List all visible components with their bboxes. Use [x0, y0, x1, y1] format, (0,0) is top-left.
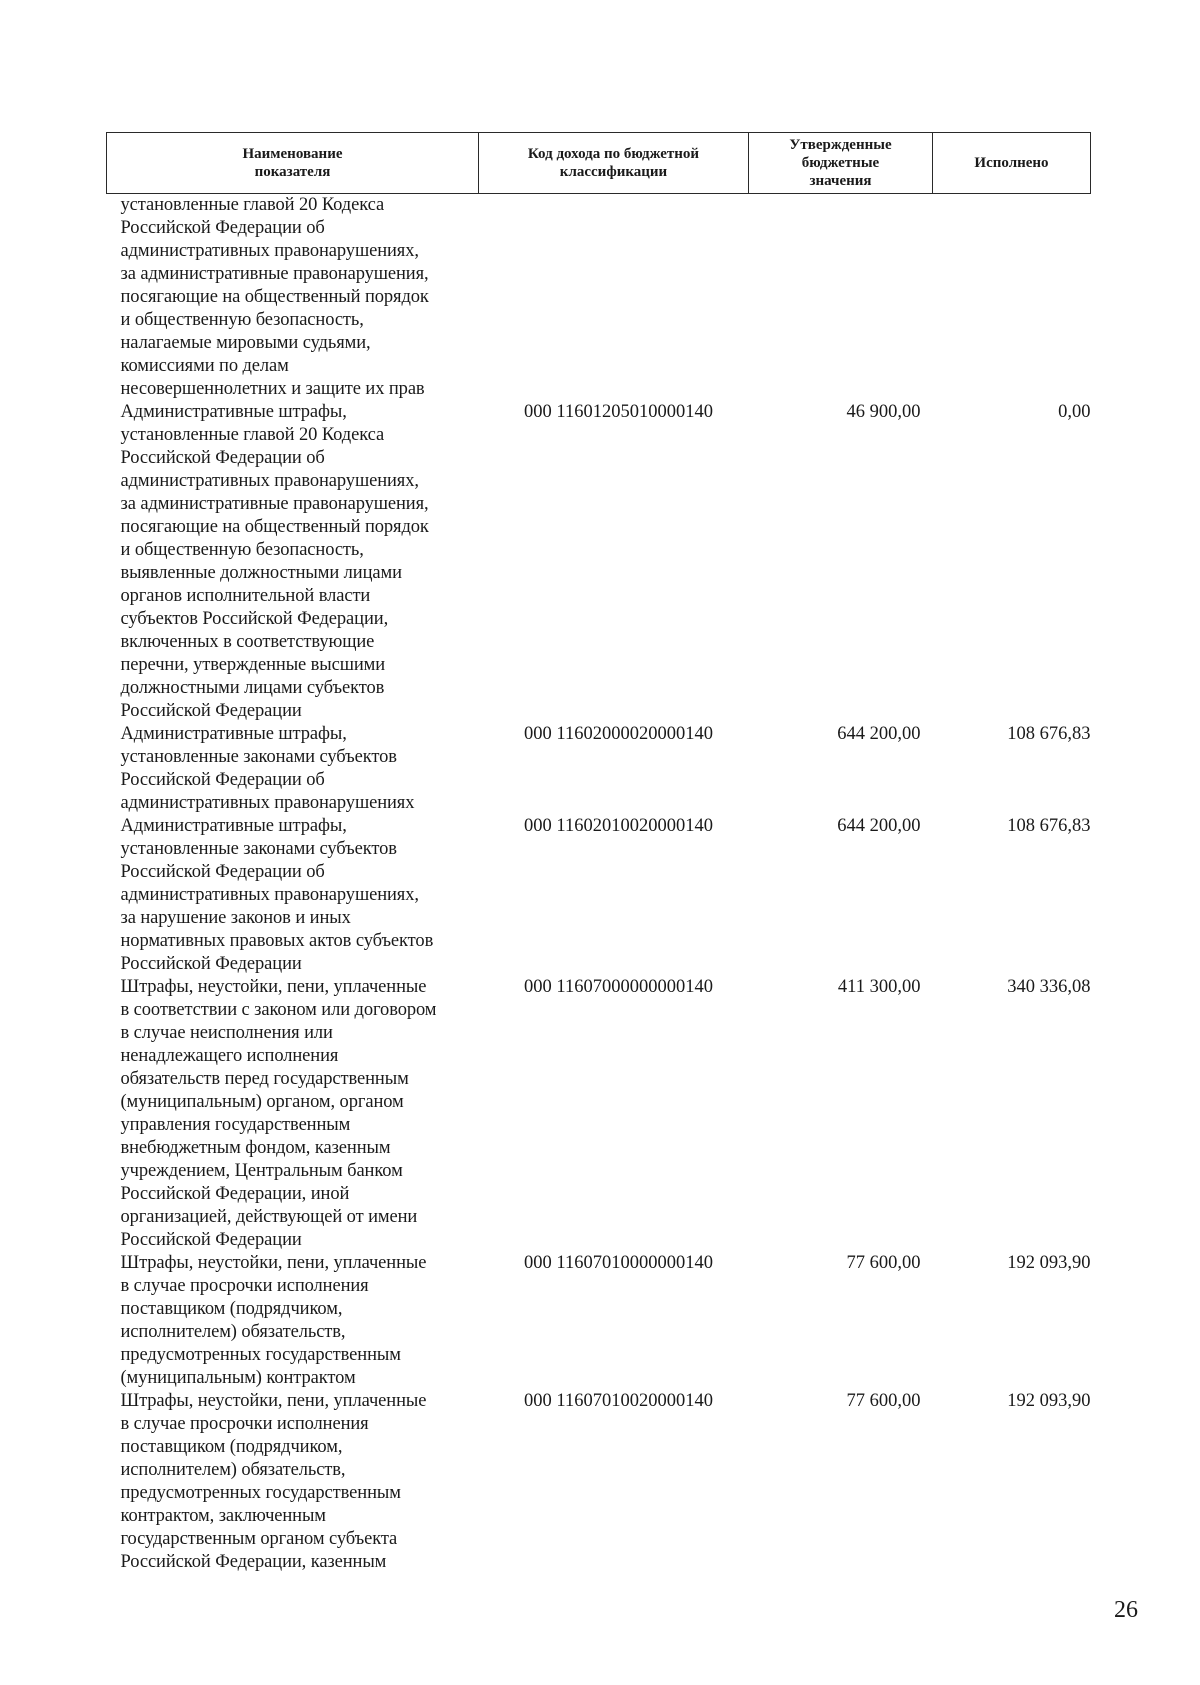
table-row	[107, 1390, 1091, 1574]
table-row	[107, 976, 1091, 1252]
table-row	[107, 1252, 1091, 1390]
row-name: Административные штрафы, установленные законами субъектов Российской Федерации об административных правонарушениях	[120, 724, 415, 813]
row-code	[479, 194, 749, 402]
header-executed: Исполнено	[933, 133, 1091, 194]
row-name: установленные главой 20 Кодекса Российской Федерации об административных правонарушениях, за административные правонарушения, посягающие на общественный порядок и общественную безопасность, налагаемые мировыми судьями, комиссиями по делам несовершеннолетних и защите их прав	[120, 195, 429, 399]
table-header-row	[107, 133, 1091, 194]
row-approved-value: 644 200,00	[837, 724, 921, 744]
row-code: 000 11607010000000140	[524, 1253, 713, 1273]
row-executed-value: 192 093,90	[1007, 1253, 1091, 1273]
row-code: 000 11602010020000140	[524, 816, 713, 836]
table-row	[107, 401, 1091, 723]
row-approved-value: 77 600,00	[846, 1391, 921, 1411]
row-name: Административные штрафы, установленные главой 20 Кодекса Российской Федерации об административных правонарушениях, за административные правонарушения, посягающие на общественный порядок и общественную безопасность, выявленные должностными лицами органов исполнительной власти субъектов Российской Федерации, включенных в соответствующие перечни, утвержденные высшими должностными лицами субъектов Российской Федерации	[120, 402, 429, 721]
row-name: Штрафы, неустойки, пени, уплаченные в соответствии с законом или договором в случае неисполнения или ненадлежащего исполнения обязательств перед государственным (муниципальным) органом, органом управления государственным внебюджетным фондом, казенным учреждением, Центральным банком Российской Федерации, иной организацией, действующей от имени Российской Федерации	[120, 977, 437, 1250]
table-row	[107, 723, 1091, 815]
row-name: Административные штрафы, установленные законами субъектов Российской Федерации об административных правонарушениях, за нарушение законов и иных нормативных правовых актов субъектов Российской Федерации	[120, 816, 434, 974]
row-approved-value: 411 300,00	[837, 977, 921, 997]
table-row	[107, 194, 1091, 402]
row-name: Штрафы, неустойки, пени, уплаченные в случае просрочки исполнения поставщиком (подрядчиком, исполнителем) обязательств, предусмотренных государственным (муниципальным) контрактом	[120, 1253, 427, 1388]
row-executed-value: 340 336,08	[1007, 977, 1091, 997]
row-executed-value	[933, 194, 1091, 402]
row-executed-value: 108 676,83	[1007, 816, 1091, 836]
header-revenue-code: Код дохода по бюджетной классификации	[479, 133, 749, 194]
row-code: 000 11602000020000140	[524, 724, 713, 744]
row-code: 000 11607000000000140	[524, 977, 713, 997]
row-name: Штрафы, неустойки, пени, уплаченные в случае просрочки исполнения поставщиком (подрядчиком, исполнителем) обязательств, предусмотренных государственным контрактом, заключенным государственным органом субъекта Российской Федерации, казенным	[120, 1391, 427, 1572]
row-executed-value: 108 676,83	[1007, 724, 1091, 744]
row-executed-value: 0,00	[1058, 402, 1091, 422]
row-code: 000 11607010020000140	[524, 1391, 713, 1411]
row-approved-value: 644 200,00	[837, 816, 921, 836]
row-code: 000 11601205010000140	[524, 402, 713, 422]
budget-revenue-table	[106, 132, 1091, 1574]
row-approved-value: 46 900,00	[846, 402, 921, 422]
row-executed-value: 192 093,90	[1007, 1391, 1091, 1411]
page-number: 26	[1114, 1597, 1138, 1623]
header-indicator-name: Наименование показателя	[107, 133, 479, 194]
header-approved-values: Утвержденные бюджетные значения	[749, 133, 933, 194]
table-row	[107, 815, 1091, 976]
row-approved-value	[749, 194, 933, 402]
row-approved-value: 77 600,00	[846, 1253, 921, 1273]
